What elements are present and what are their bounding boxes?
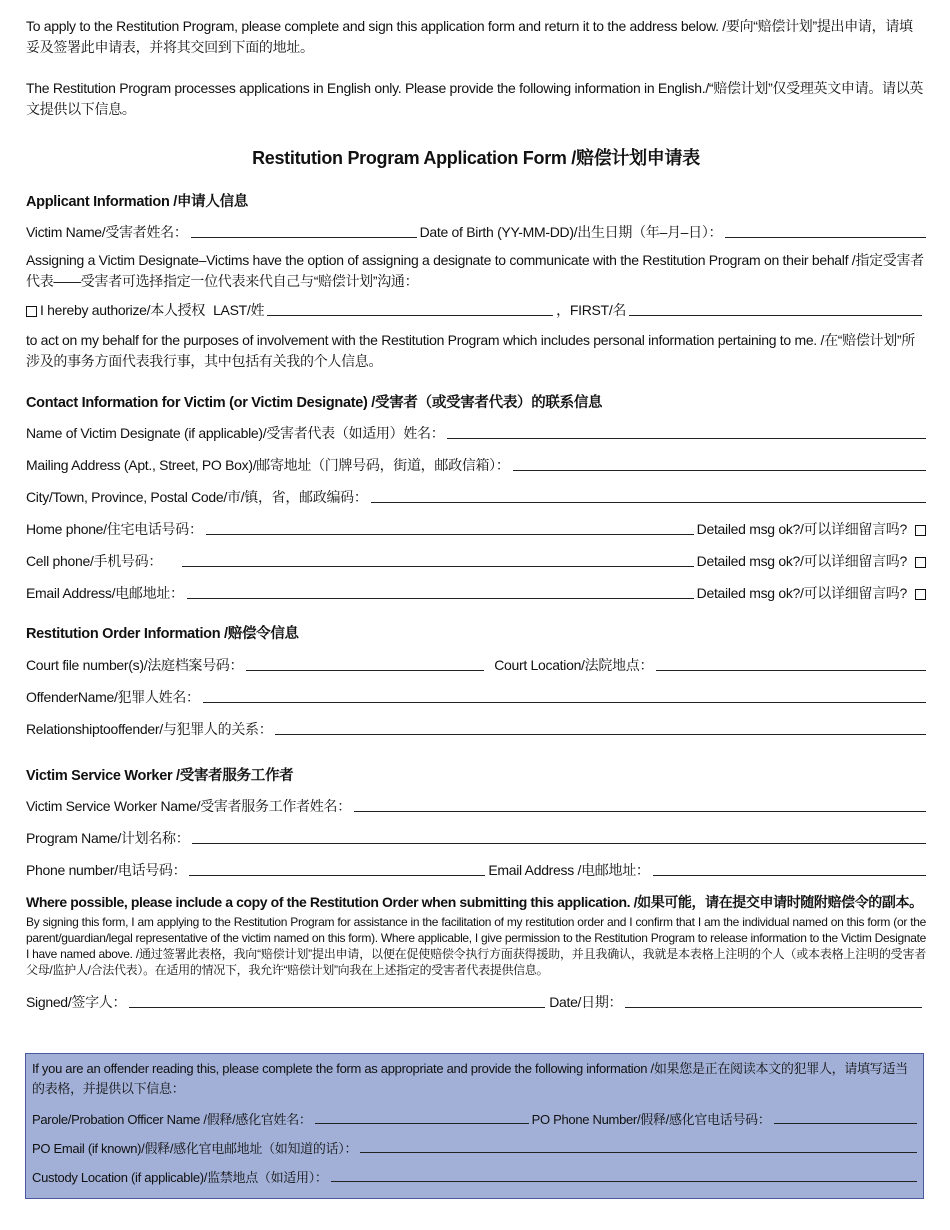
- first-name-field[interactable]: [629, 301, 922, 316]
- worker-contact-row: [26, 858, 926, 880]
- po-name-field[interactable]: [315, 1109, 529, 1124]
- program-name-field[interactable]: [192, 829, 926, 844]
- intro-paragraph-2: The Restitution Program processes applications in English only. Please provide the following information in English./“赔偿计划”仅受理英文申请。请以英文提供以下信息。: [26, 80, 924, 117]
- city-field[interactable]: [371, 488, 926, 503]
- designate-name-label: Name of Victim Designate (if applicable)/受害者代表（如适用）姓名：: [26, 425, 445, 441]
- worker-email-field[interactable]: [653, 861, 926, 876]
- mailing-address-label: Mailing Address (Apt., Street, PO Box)/邮寄地址（门牌号码，街道，邮政信箱）：: [26, 457, 510, 473]
- page-title: Restitution Program Application Form /赔偿计划申请表: [252, 148, 700, 168]
- consent-text: By signing this form, I am applying to the Restitution Program for assistance in the facilitation of my restitution order and I confirm that I am the individual named on this form (or the parent/guardian/legal representative of the victim named on this form). Where applicable, I give permission to the Restitution Program to release information to the Victim Designate I have named above. /通过签署此表格，我向“赔偿计划”提出申请，以便在促使赔偿令执行方面获得援助，并且我确认，我就是本表格上注明的个人（或本表格上注明的受害者父母/监护人/合法代表）。在适用的情况下，我允许“赔偿计划”向我在上述指定的受害者代表提供信息。: [26, 915, 926, 977]
- program-name-label: Program Name/计划名称：: [26, 830, 190, 846]
- po-phone-field[interactable]: [774, 1109, 917, 1124]
- custody-row: [32, 1165, 917, 1186]
- custody-label: Custody Location (if applicable)/监禁地点（如适用）：: [32, 1170, 328, 1185]
- city-row: [26, 485, 926, 507]
- court-file-field[interactable]: [246, 656, 484, 671]
- city-label: City/Town, Province, Postal Code/市/镇，省，邮政编码：: [26, 489, 368, 505]
- applicant-heading: Applicant Information /申请人信息: [26, 194, 248, 210]
- signature-row: [26, 990, 926, 1012]
- intro-paragraph-1: To apply to the Restitution Program, please complete and sign this application form and return it to the address below. /要向“赔偿计划”提出申请，请填妥及签署此申请表，并将其交回到下面的地址。: [26, 18, 913, 55]
- worker-phone-field[interactable]: [189, 861, 485, 876]
- last-name-label: LAST/姓: [213, 302, 265, 318]
- worker-name-field[interactable]: [354, 797, 926, 812]
- designate-name-row: [26, 421, 926, 443]
- email-label: Email Address/电邮地址：: [26, 585, 184, 601]
- dob-field[interactable]: [725, 223, 926, 238]
- po-email-label: PO Email (if known)/假释/感化官电邮地址（如知道的话）：: [32, 1141, 358, 1156]
- order-heading: Restitution Order Information /赔偿令信息: [26, 626, 299, 642]
- home-phone-field[interactable]: [206, 520, 694, 535]
- po-phone-label: PO Phone Number/假释/感化官电话号码：: [531, 1112, 771, 1127]
- custody-field[interactable]: [331, 1167, 917, 1182]
- po-email-row: [32, 1136, 917, 1157]
- last-name-field[interactable]: [267, 301, 553, 316]
- offender-name-field[interactable]: [203, 688, 926, 703]
- relationship-label: Relationshiptooffender/与犯罪人的关系：: [26, 721, 273, 737]
- victim-name-label: Victim Name/受害者姓名：: [26, 224, 188, 240]
- court-file-label: Court file number(s)/法庭档案号码：: [26, 657, 244, 673]
- cell-detailed-msg-label: Detailed msg ok?/可以详细留言吗?: [696, 553, 907, 569]
- offender-intro: If you are an offender reading this, please complete the form as appropriate and provide the following information /如果您是正在阅读本文的犯罪人，请填写适当的表格，并提供以下信息：: [32, 1061, 908, 1096]
- offender-name-label: OffenderName/犯罪人姓名：: [26, 689, 200, 705]
- relationship-row: [26, 717, 926, 739]
- po-name-row: [32, 1107, 917, 1128]
- copy-note: Where possible, please include a copy of the Restitution Order when submitting this application. /如果可能，请在提交申请时随附赔偿令的副本。: [26, 894, 923, 910]
- cell-phone-label: Cell phone/手机号码：: [26, 553, 163, 569]
- home-detailed-msg-checkbox[interactable]: [915, 525, 926, 536]
- court-location-field[interactable]: [656, 656, 926, 671]
- court-location-label: Court Location/法院地点：: [494, 657, 654, 673]
- offender-name-row: [26, 685, 926, 707]
- designate-text: Assigning a Victim Designate–Victims have the option of assigning a designate to communicate with the Restitution Program on their behalf /指定受害者代表——受害者可选择指定一位代表来代自己与“赔偿计划”沟通：: [26, 252, 924, 289]
- cell-phone-field[interactable]: [182, 552, 694, 567]
- application-form: [26, 16, 926, 1012]
- act-on-behalf-text: to act on my behalf for the purposes of involvement with the Restitution Program which includes personal information pertaining to me. /在“赔偿计划”所涉及的事务方面代表我行事，其中包括有关我的个人信息。: [26, 332, 916, 369]
- email-detailed-msg-checkbox[interactable]: [915, 589, 926, 600]
- home-phone-label: Home phone/住宅电话号码：: [26, 521, 203, 537]
- worker-name-row: [26, 794, 926, 816]
- mailing-address-field[interactable]: [513, 456, 926, 471]
- victim-name-row: [26, 220, 926, 242]
- email-field[interactable]: [187, 584, 694, 599]
- signature-field[interactable]: [129, 993, 545, 1008]
- worker-heading: Victim Service Worker /受害者服务工作者: [26, 768, 294, 784]
- program-name-row: [26, 826, 926, 848]
- date-label: Date/日期：: [549, 994, 623, 1010]
- po-name-label: Parole/Probation Officer Name /假释/感化官姓名：: [32, 1112, 312, 1127]
- contact-heading: Contact Information for Victim (or Victim Designate) /受害者（或受害者代表）的联系信息: [26, 395, 603, 411]
- first-name-label: ，FIRST/名: [556, 302, 627, 318]
- authorize-checkbox[interactable]: [26, 306, 37, 317]
- date-field[interactable]: [625, 993, 922, 1008]
- dob-label: Date of Birth (YY-MM-DD)/出生日期（年–月–日）：: [419, 224, 723, 240]
- po-email-field[interactable]: [360, 1138, 917, 1153]
- worker-name-label: Victim Service Worker Name/受害者服务工作者姓名：: [26, 798, 351, 814]
- authorize-label: I hereby authorize/本人授权: [40, 302, 206, 318]
- signed-label: Signed/签字人：: [26, 994, 127, 1010]
- cell-phone-row: [26, 549, 926, 571]
- email-detailed-msg-label: Detailed msg ok?/可以详细留言吗?: [696, 585, 907, 601]
- worker-email-label: Email Address /电邮地址：: [488, 862, 650, 878]
- court-row: [26, 653, 926, 675]
- authorize-row: [26, 298, 926, 320]
- cell-detailed-msg-checkbox[interactable]: [915, 557, 926, 568]
- relationship-field[interactable]: [275, 720, 926, 735]
- email-row: [26, 581, 926, 603]
- home-detailed-msg-label: Detailed msg ok?/可以详细留言吗?: [696, 521, 907, 537]
- victim-name-field[interactable]: [191, 223, 417, 238]
- mailing-address-row: [26, 453, 926, 475]
- home-phone-row: [26, 517, 926, 539]
- offender-info-box: [25, 1053, 924, 1199]
- worker-phone-label: Phone number/电话号码：: [26, 862, 187, 878]
- designate-name-field[interactable]: [447, 424, 926, 439]
